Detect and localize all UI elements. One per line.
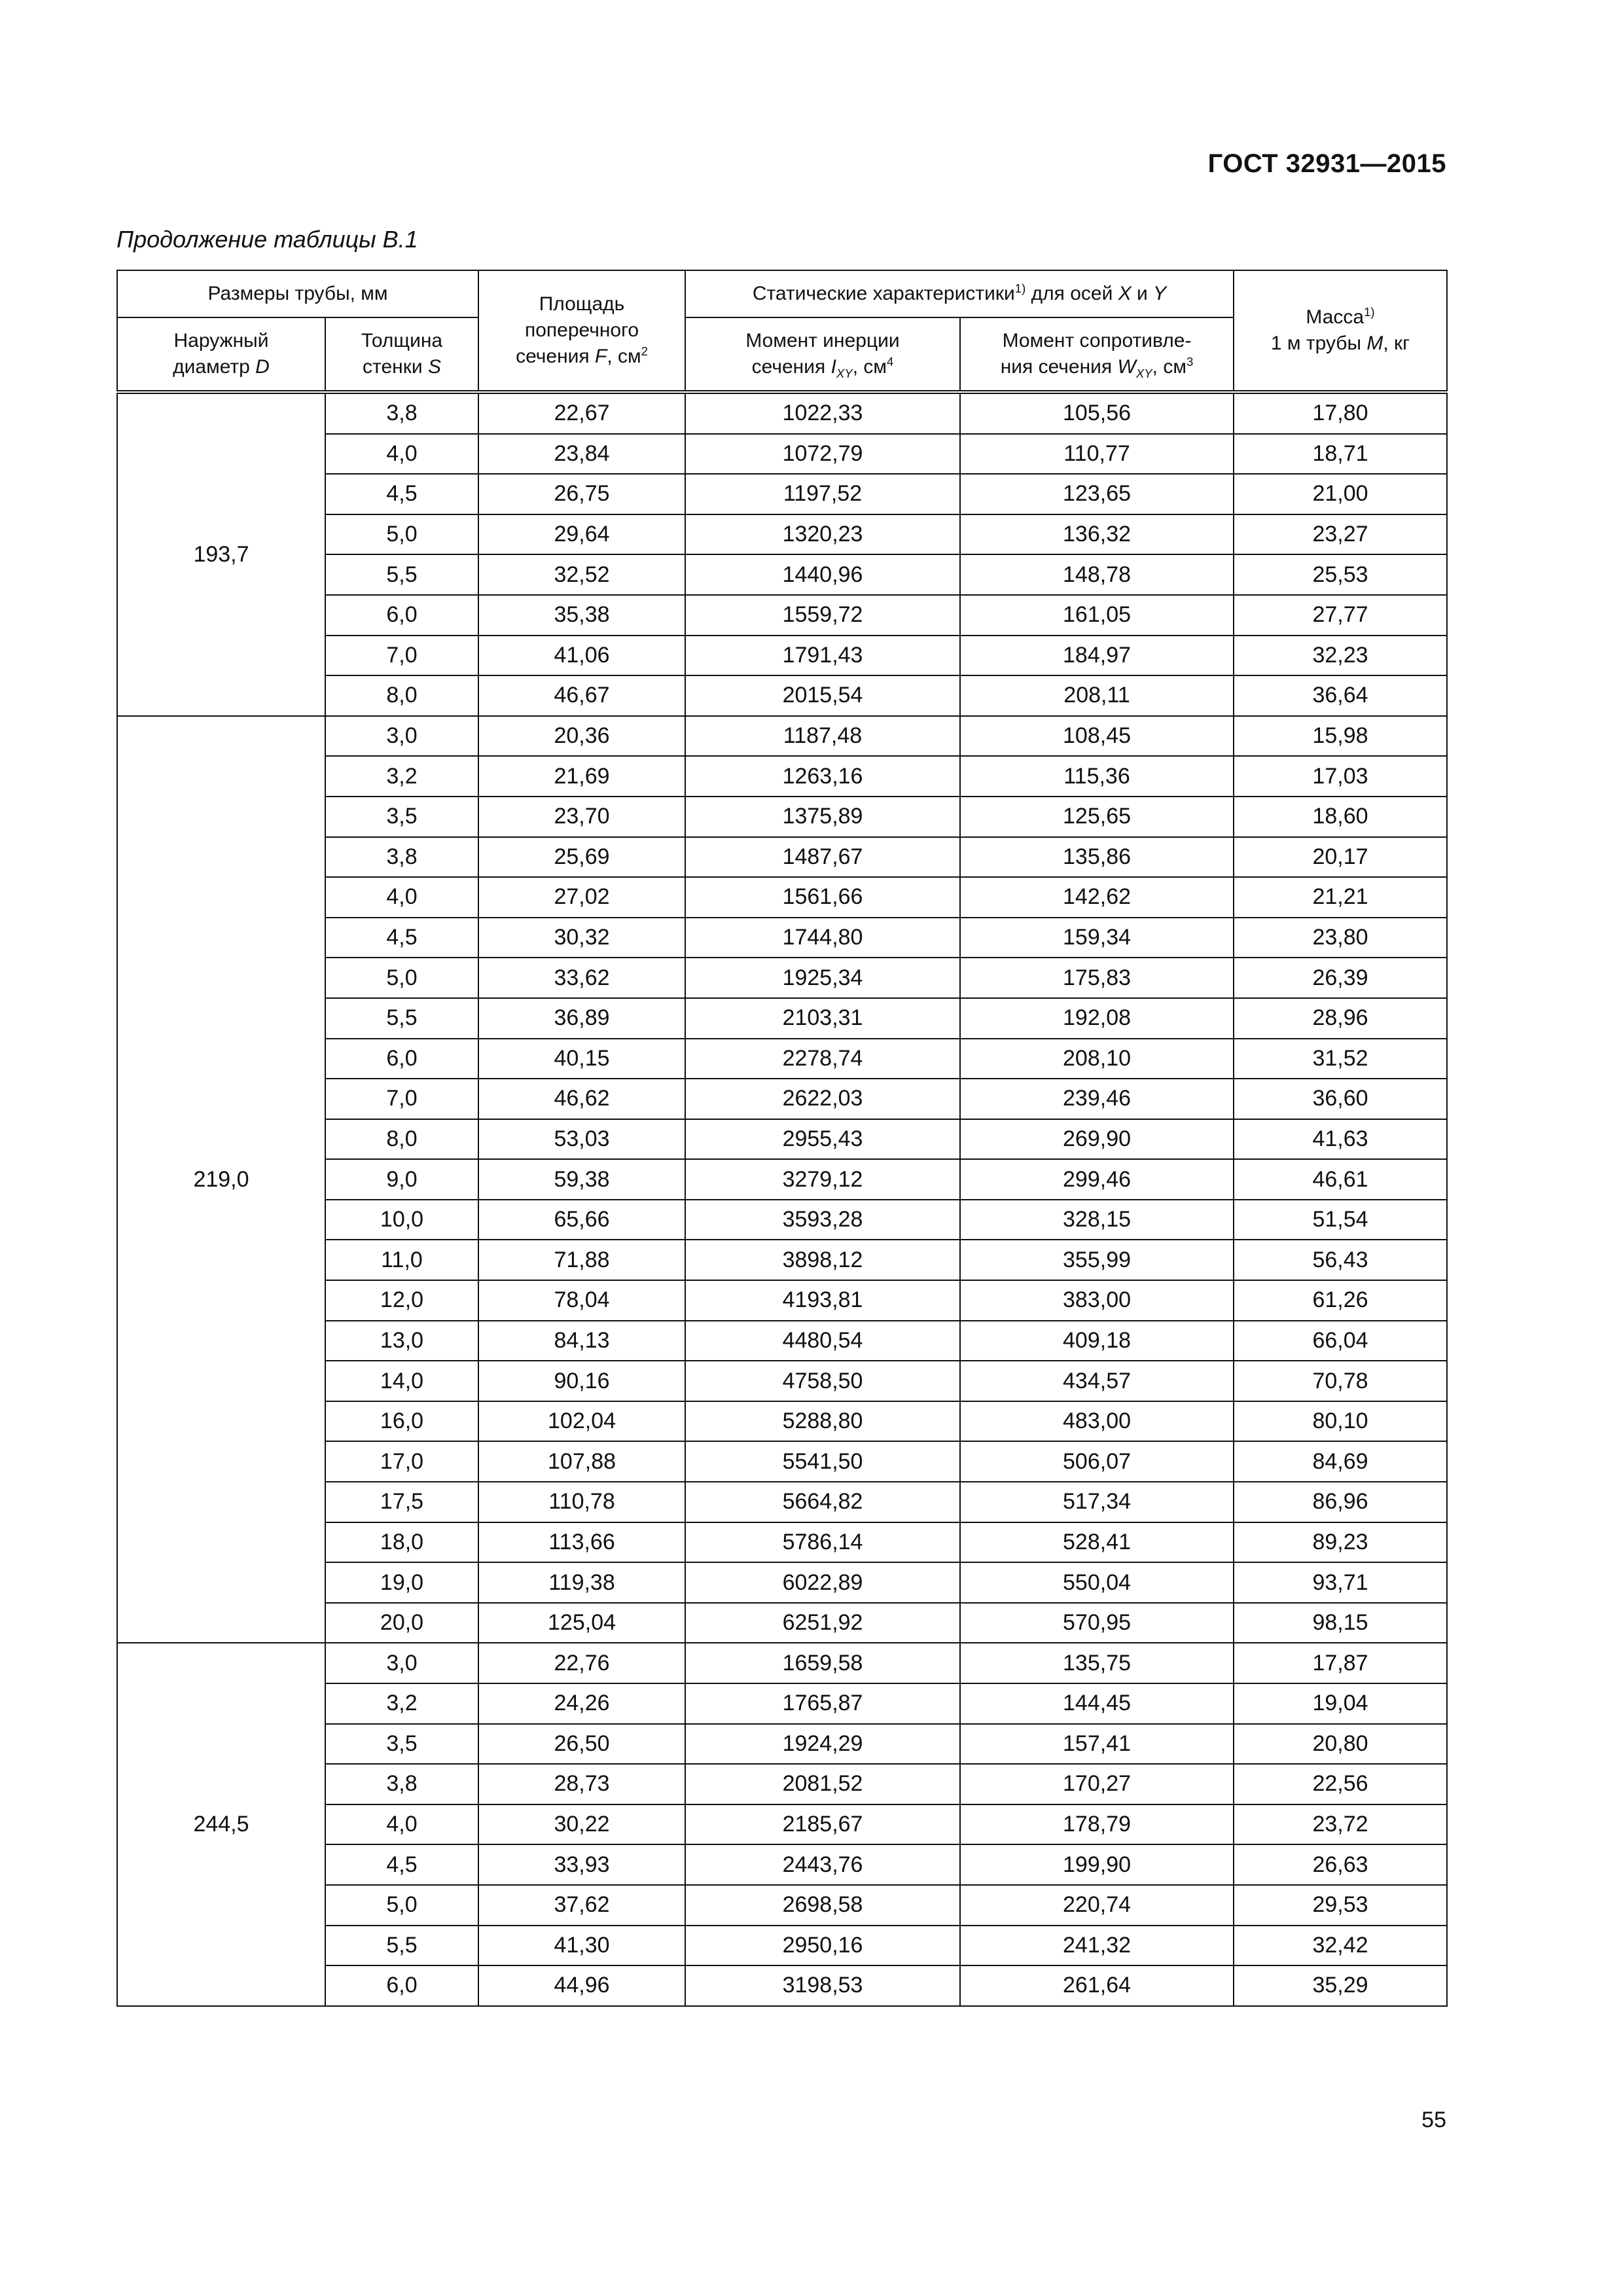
area-cell: 59,38 [478,1159,685,1200]
area-cell: 30,32 [478,918,685,958]
section-modulus-cell: 483,00 [960,1401,1234,1442]
inertia-cell: 1487,67 [685,837,960,878]
pipe-properties-table [116,270,1448,2007]
section-modulus-cell: 239,46 [960,1079,1234,1119]
inertia-cell: 1765,87 [685,1683,960,1724]
mass-cell: 17,87 [1234,1643,1447,1683]
section-modulus-cell: 157,41 [960,1724,1234,1765]
table-row [117,1643,1447,1683]
area-cell: 22,76 [478,1643,685,1683]
table-row [117,716,1447,757]
mass-cell: 25,53 [1234,554,1447,595]
inertia-cell: 2278,74 [685,1039,960,1079]
mass-cell: 17,03 [1234,756,1447,797]
wall-thickness-cell: 4,5 [325,1844,478,1885]
mass-cell: 19,04 [1234,1683,1447,1724]
inertia-cell: 1744,80 [685,918,960,958]
inertia-cell: 6022,89 [685,1562,960,1603]
wall-thickness-cell: 9,0 [325,1159,478,1200]
mass-cell: 61,26 [1234,1280,1447,1321]
wall-thickness-cell: 10,0 [325,1200,478,1240]
inertia-cell: 1659,58 [685,1643,960,1683]
header-area: Площадь поперечного сечения F, $см^2$ [478,270,685,392]
wall-thickness-cell: 3,2 [325,756,478,797]
mass-cell: 93,71 [1234,1562,1447,1603]
area-cell: 26,75 [478,474,685,514]
inertia-cell: 1925,34 [685,958,960,998]
area-cell: 25,69 [478,837,685,878]
wall-thickness-cell: 5,0 [325,514,478,555]
mass-cell: 70,78 [1234,1361,1447,1401]
area-cell: 37,62 [478,1885,685,1926]
area-cell: 119,38 [478,1562,685,1603]
inertia-cell: 2443,76 [685,1844,960,1885]
area-cell: 21,69 [478,756,685,797]
mass-cell: 36,64 [1234,675,1447,716]
header-static-characteristics: Статические характеристики$^{1)}$ для осей X и Y [685,270,1234,317]
area-cell: 41,06 [478,636,685,676]
mass-cell: 51,54 [1234,1200,1447,1240]
mass-cell: 18,60 [1234,797,1447,837]
inertia-cell: 3198,53 [685,1965,960,2006]
wall-thickness-cell: 7,0 [325,1079,478,1119]
area-cell: 40,15 [478,1039,685,1079]
wall-thickness-cell: 8,0 [325,1119,478,1160]
wall-thickness-cell: 17,5 [325,1482,478,1522]
wall-thickness-cell: 20,0 [325,1603,478,1643]
area-cell: 65,66 [478,1200,685,1240]
section-modulus-cell: 110,77 [960,434,1234,475]
inertia-cell: 6251,92 [685,1603,960,1643]
area-cell: 71,88 [478,1240,685,1280]
wall-thickness-cell: 6,0 [325,1039,478,1079]
inertia-cell: 1072,79 [685,434,960,475]
section-modulus-cell: 175,83 [960,958,1234,998]
wall-thickness-cell: 8,0 [325,675,478,716]
inertia-cell: 1320,23 [685,514,960,555]
table-body [117,392,1447,2006]
area-cell: 32,52 [478,554,685,595]
wall-thickness-cell: 3,0 [325,1643,478,1683]
mass-cell: 66,04 [1234,1321,1447,1361]
area-cell: 20,36 [478,716,685,757]
mass-cell: 80,10 [1234,1401,1447,1442]
wall-thickness-cell: 4,0 [325,434,478,475]
wall-thickness-cell: 6,0 [325,595,478,636]
section-modulus-cell: 409,18 [960,1321,1234,1361]
table-row [117,392,1447,434]
wall-thickness-cell: 4,5 [325,474,478,514]
area-cell: 90,16 [478,1361,685,1401]
mass-cell: 26,39 [1234,958,1447,998]
inertia-cell: 2950,16 [685,1926,960,1966]
section-modulus-cell: 434,57 [960,1361,1234,1401]
section-modulus-cell: 199,90 [960,1844,1234,1885]
section-modulus-cell: 299,46 [960,1159,1234,1200]
inertia-cell: 5288,80 [685,1401,960,1442]
mass-cell: 46,61 [1234,1159,1447,1200]
inertia-cell: 1924,29 [685,1724,960,1765]
mass-cell: 22,56 [1234,1764,1447,1804]
mass-cell: 98,15 [1234,1603,1447,1643]
page-number: 55 [1421,2108,1446,2132]
wall-thickness-cell: 3,8 [325,392,478,434]
area-cell: 22,67 [478,392,685,434]
section-modulus-cell: 125,65 [960,797,1234,837]
mass-cell: 32,23 [1234,636,1447,676]
section-modulus-cell: 528,41 [960,1522,1234,1563]
mass-cell: 17,80 [1234,392,1447,434]
section-modulus-cell: 159,34 [960,918,1234,958]
section-modulus-cell: 506,07 [960,1441,1234,1482]
table-caption: Продолжение таблицы В.1 [116,226,418,253]
inertia-cell: 4480,54 [685,1321,960,1361]
section-modulus-cell: 170,27 [960,1764,1234,1804]
header-wall-thickness: Толщина стенки S [325,317,478,392]
area-cell: 84,13 [478,1321,685,1361]
inertia-cell: 2081,52 [685,1764,960,1804]
area-cell: 26,50 [478,1724,685,1765]
mass-cell: 18,71 [1234,434,1447,475]
inertia-cell: 2698,58 [685,1885,960,1926]
wall-thickness-cell: 6,0 [325,1965,478,2006]
area-cell: 30,22 [478,1804,685,1845]
inertia-cell: 3279,12 [685,1159,960,1200]
inertia-cell: 1440,96 [685,554,960,595]
wall-thickness-cell: 16,0 [325,1401,478,1442]
inertia-cell: 1559,72 [685,595,960,636]
section-modulus-cell: 135,75 [960,1643,1234,1683]
wall-thickness-cell: 5,5 [325,554,478,595]
inertia-cell: 2622,03 [685,1079,960,1119]
mass-cell: 15,98 [1234,716,1447,757]
inertia-cell: 1263,16 [685,756,960,797]
section-modulus-cell: 144,45 [960,1683,1234,1724]
area-cell: 102,04 [478,1401,685,1442]
inertia-cell: 1022,33 [685,392,960,434]
section-modulus-cell: 220,74 [960,1885,1234,1926]
area-cell: 33,93 [478,1844,685,1885]
section-modulus-cell: 136,32 [960,514,1234,555]
wall-thickness-cell: 7,0 [325,636,478,676]
section-modulus-cell: 570,95 [960,1603,1234,1643]
wall-thickness-cell: 18,0 [325,1522,478,1563]
mass-cell: 29,53 [1234,1885,1447,1926]
inertia-cell: 1197,52 [685,474,960,514]
area-cell: 41,30 [478,1926,685,1966]
inertia-cell: 3593,28 [685,1200,960,1240]
wall-thickness-cell: 3,0 [325,716,478,757]
inertia-cell: 2015,54 [685,675,960,716]
wall-thickness-cell: 3,8 [325,1764,478,1804]
area-cell: 29,64 [478,514,685,555]
wall-thickness-cell: 14,0 [325,1361,478,1401]
section-modulus-cell: 148,78 [960,554,1234,595]
section-modulus-cell: 105,56 [960,392,1234,434]
outer-diameter-cell: 193,7 [117,392,325,716]
area-cell: 28,73 [478,1764,685,1804]
header-pipe-sizes: Размеры трубы, мм [117,270,478,317]
wall-thickness-cell: 5,5 [325,998,478,1039]
section-modulus-cell: 123,65 [960,474,1234,514]
inertia-cell: 1375,89 [685,797,960,837]
area-cell: 113,66 [478,1522,685,1563]
header-outer-diameter: Наружный диаметр D [117,317,325,392]
wall-thickness-cell: 4,5 [325,918,478,958]
mass-cell: 84,69 [1234,1441,1447,1482]
mass-cell: 28,96 [1234,998,1447,1039]
section-modulus-cell: 383,00 [960,1280,1234,1321]
section-modulus-cell: 115,36 [960,756,1234,797]
area-cell: 35,38 [478,595,685,636]
inertia-cell: 5786,14 [685,1522,960,1563]
area-cell: 110,78 [478,1482,685,1522]
inertia-cell: 3898,12 [685,1240,960,1280]
wall-thickness-cell: 3,8 [325,837,478,878]
document-code: ГОСТ 32931—2015 [1207,149,1446,178]
area-cell: 78,04 [478,1280,685,1321]
section-modulus-cell: 178,79 [960,1804,1234,1845]
mass-cell: 56,43 [1234,1240,1447,1280]
mass-cell: 21,21 [1234,877,1447,918]
inertia-cell: 4193,81 [685,1280,960,1321]
wall-thickness-cell: 3,5 [325,797,478,837]
mass-cell: 31,52 [1234,1039,1447,1079]
section-modulus-cell: 135,86 [960,837,1234,878]
wall-thickness-cell: 3,2 [325,1683,478,1724]
header-section-modulus: Момент сопротивле- ния сечения $W_{XY}$, $см^3$ [960,317,1234,392]
section-modulus-cell: 208,10 [960,1039,1234,1079]
mass-cell: 86,96 [1234,1482,1447,1522]
mass-cell: 41,63 [1234,1119,1447,1160]
area-cell: 33,62 [478,958,685,998]
area-cell: 53,03 [478,1119,685,1160]
section-modulus-cell: 241,32 [960,1926,1234,1966]
table-header [117,270,1447,392]
inertia-cell: 2103,31 [685,998,960,1039]
area-cell: 125,04 [478,1603,685,1643]
area-cell: 36,89 [478,998,685,1039]
wall-thickness-cell: 5,0 [325,1885,478,1926]
wall-thickness-cell: 5,0 [325,958,478,998]
outer-diameter-cell: 219,0 [117,716,325,1643]
mass-cell: 36,60 [1234,1079,1447,1119]
mass-cell: 20,80 [1234,1724,1447,1765]
wall-thickness-cell: 4,0 [325,1804,478,1845]
mass-cell: 35,29 [1234,1965,1447,2006]
inertia-cell: 5541,50 [685,1441,960,1482]
wall-thickness-cell: 19,0 [325,1562,478,1603]
area-cell: 46,62 [478,1079,685,1119]
area-cell: 24,26 [478,1683,685,1724]
section-modulus-cell: 517,34 [960,1482,1234,1522]
mass-cell: 32,42 [1234,1926,1447,1966]
inertia-cell: 4758,50 [685,1361,960,1401]
mass-cell: 23,27 [1234,514,1447,555]
mass-cell: 20,17 [1234,837,1447,878]
section-modulus-cell: 328,15 [960,1200,1234,1240]
wall-thickness-cell: 5,5 [325,1926,478,1966]
section-modulus-cell: 192,08 [960,998,1234,1039]
mass-cell: 26,63 [1234,1844,1447,1885]
section-modulus-cell: 261,64 [960,1965,1234,2006]
mass-cell: 27,77 [1234,595,1447,636]
area-cell: 23,70 [478,797,685,837]
area-cell: 27,02 [478,877,685,918]
inertia-cell: 1561,66 [685,877,960,918]
area-cell: 46,67 [478,675,685,716]
wall-thickness-cell: 12,0 [325,1280,478,1321]
inertia-cell: 1791,43 [685,636,960,676]
section-modulus-cell: 184,97 [960,636,1234,676]
section-modulus-cell: 161,05 [960,595,1234,636]
mass-cell: 21,00 [1234,474,1447,514]
inertia-cell: 1187,48 [685,716,960,757]
area-cell: 44,96 [478,1965,685,2006]
section-modulus-cell: 108,45 [960,716,1234,757]
section-modulus-cell: 550,04 [960,1562,1234,1603]
mass-cell: 23,80 [1234,918,1447,958]
mass-cell: 89,23 [1234,1522,1447,1563]
wall-thickness-cell: 3,5 [325,1724,478,1765]
section-modulus-cell: 355,99 [960,1240,1234,1280]
wall-thickness-cell: 11,0 [325,1240,478,1280]
wall-thickness-cell: 13,0 [325,1321,478,1361]
inertia-cell: 2955,43 [685,1119,960,1160]
outer-diameter-cell: 244,5 [117,1643,325,2005]
area-cell: 23,84 [478,434,685,475]
section-modulus-cell: 208,11 [960,675,1234,716]
inertia-cell: 2185,67 [685,1804,960,1845]
wall-thickness-cell: 4,0 [325,877,478,918]
wall-thickness-cell: 17,0 [325,1441,478,1482]
inertia-cell: 5664,82 [685,1482,960,1522]
section-modulus-cell: 269,90 [960,1119,1234,1160]
section-modulus-cell: 142,62 [960,877,1234,918]
header-mass: Масса$^{1)}$ 1 м трубы M, кг [1234,270,1447,392]
area-cell: 107,88 [478,1441,685,1482]
header-moment-of-inertia: Момент инерции сечения $I_{XY}$, $см^4$ [685,317,960,392]
mass-cell: 23,72 [1234,1804,1447,1845]
